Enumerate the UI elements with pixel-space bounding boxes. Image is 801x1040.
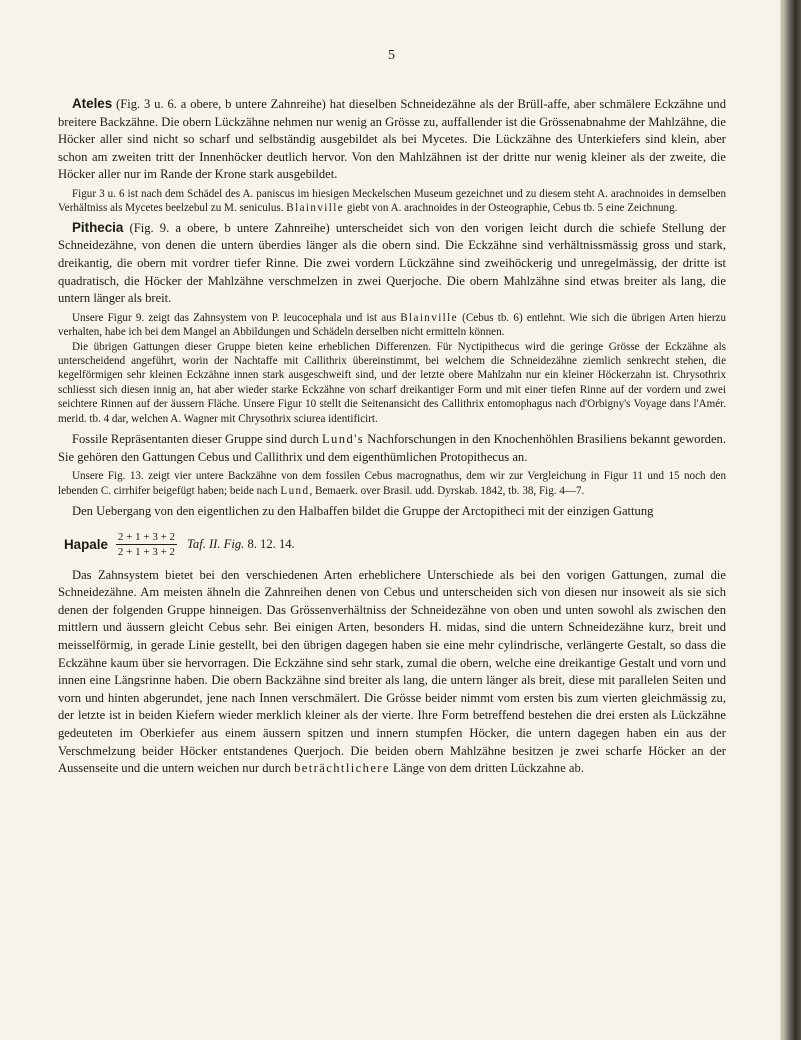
body-text (58, 95, 726, 778)
hapale-text-b: Länge von dem dritten Lückzahne ab. (389, 761, 584, 776)
ateles-text: (Fig. 3 u. 6. a obere, b untere Zahnreihe) hat dieselben Schneidezähne als der Brüll-affe, aber schmälere Eckzähne und breitere Backzähne. Die obern Lückzähne nehmen nur wenig an Grösse zu, auffallender ist die Grössenabnahme der Mahlzähne, die Höcker aller sind nicht so scharf und selbständig ausgebildet als bei Mycetes. Die Lückzähne des Unterkiefers sind klein, aber schon am zweiten tritt der Innenhöcker deutlich hervor. Von den Mahlzähnen ist der dritte nur wenig kleiner als der zweite, die Höcker aller nur im Rande der Krone stark ausgebildet. (58, 97, 726, 182)
author-blainville: Blainville (286, 202, 345, 215)
note-pithecia (58, 311, 726, 340)
note-pithecia-text-a: Unsere Figur 9. zeigt das Zahnsystem von P. leucocephala und ist aus (72, 311, 401, 324)
note-ateles-text-a: Figur 3 u. 6 ist nach dem Schädel des A. paniscus im hiesigen Meckelschen Museum gezeichnet und zu diesem steht A. arachnoides in demselben Verhältniss als Mycetes beelzebul zu M. seniculus. (58, 187, 726, 215)
author-blainville-2: Blainville (400, 311, 458, 324)
formula-denominator: 2 + 1 + 3 + 2 (117, 546, 176, 559)
paragraph-fossils (58, 431, 726, 466)
genus-heading-pithecia: Pithecia (72, 219, 124, 235)
hapale-emphasis: beträchtlichere (294, 761, 390, 776)
note-other-genera: Die übrigen Gattungen dieser Gruppe bieten keine erheblichen Differenzen. Für Nyctipithecus wird die geringe Grösse der Eckzähne als unterscheidend angeführt, worin der Nachtaffe mit Callithrix übereinstimmt, bei welchem die Schneidezähne ziemlich senkrecht stehen, die kegelförmigen sehr kleinen Eckzähne innen stark ausgeschweift sind, und der letzte obere Mahlzahn nur ein kleiner Höckerzahn ist. Chrysothrix schliesst sich diesen innig an, hat aber wieder starke Eckzähne von scharf dreikantiger Form und mit einer tiefen Rinne auf der vordern und zwei seichtere Rinnen auf der äussern Fläche. Unsere Figur 10 stellt die Seitenansicht des Callithrix entomophagus nach d'Orbigny's Voyage dans l'Amér. merid. tb. 4 dar, welchen A. Wagner mit Chrysothrix sciurea identificirt. (58, 340, 726, 425)
paragraph-arctopitheci: Den Uebergang von den eigentlichen zu den Halbaffen bildet die Gruppe der Arctopitheci mit der einzigen Gattung (72, 504, 654, 518)
formula-numerator: 2 + 1 + 3 + 2 (117, 531, 176, 544)
note-ateles (58, 187, 726, 216)
page-number: 5 (388, 48, 395, 63)
fossils-text-a: Fossile Repräsentanten dieser Gruppe sind durch (72, 432, 322, 446)
dental-formula-hapale (58, 525, 726, 565)
paragraph-ateles (58, 95, 726, 184)
paragraph-pithecia (58, 219, 726, 308)
note-fossil-figures (58, 469, 726, 498)
plate-reference (187, 537, 295, 552)
note-fossil-text-b: , Bemaerk. over Brasil. udd. Dyrskab. 1842, tb. 38, Fig. 4—7. (309, 484, 585, 497)
plate-reference-label: Taf. II. Fig. (187, 537, 245, 552)
genus-heading-ateles: Ateles (72, 96, 113, 111)
dental-formula-fraction (116, 531, 177, 558)
note-pithecia-text-b: (Cebus tb. 6) entlehnt. Wie sich die übrigen Arten hierzu verhalten, habe ich bei dem Mangel an Abbildungen und Schädeln derselben nicht ermitteln können. (58, 311, 726, 339)
hapale-text-a: Das Zahnsystem bietet bei den verschiedenen Arten erheblichere Unterschiede als bei den vorigen Gattungen, zumal die Schneidezähne. Am meisten ähneln die Zahnreihen denen von Cebus und unterscheiden sich von diesen nur insoweit als sie sich denen der folgenden Gruppe hinneigen. Das Grössenverhältniss der Schneidezähne von oben und unten sowohl als zwischen den mittlern und äussern gleicht Cebus sehr. Bei einigen Arten, besonders H. midas, sind die untern Schneidezähne kurz, breit und meisselförmig, in gerade Linie gestellt, bei den übrigen dagegen haben sie eine mehr cylindrische, verlängerte Gestalt, so dass die Eckzähne kaum über sie hervorragen. Die Eckzähne sind sehr stark, zumal die obern, welche eine dreikantige Gestalt und vorn und innen eine Längsrinne haben. Die obern Backzähne sind breiter als lang, die untern länger als breit, diese mit parallelen Seiten und vorn und hinten abgerundet, jene nach Innen verschmälert. Die Grösse beider nimmt vom ersten bis zum vierten gleichmässig zu, der letzte ist in beiden Kiefern wieder merklich kleiner als der vierte. Ihre Form betreffend bestehen die drei ersten als Lückzähne gedeuteten im Oberkiefer aus einem äussern spitzen und innern stumpfen Höcker, die untern dagegen haben ein aus der Verschmelzung beider Höcker entstandenes Querjoch. Die beiden obern Mahlzähne besitzen je zwei scharfe Höcker an der Aussenseite und die untern weichen nur durch (58, 567, 726, 776)
fossils-text-b: Nachforschungen in den Knochenhöhlen Brasiliens bekannt geworden. Sie gehören den Gattungen Cebus und Callithrix und dem eigenthümlichen Protopithecus an. (58, 432, 726, 464)
paragraph-hapale (58, 567, 726, 778)
author-lund-2: Lund (280, 484, 310, 497)
book-spine (783, 0, 801, 1040)
plate-reference-figs: 8. 12. 14. (244, 537, 295, 552)
pithecia-text: (Fig. 9. a obere, b untere Zahnreihe) unterscheidet sich von den vorigen leicht durch die schiefe Stellung der Schneidezähne, von denen die untern überdies länger als die obern sind. Die Eckzähne sind verhältnissmässig gross und stark, dreikantig, die obern mit vordrer tiefer Rinne. Die zwei vordern Lückzähne sind zweihöckerig und unregelmässig, der dritte ist quadratisch, die Höcker der Mahlzähne verschmelzen in zwei Querjoche. Die obern Mahlzähne sind etwas breiter als lang, die untern länger als breit. (58, 220, 726, 306)
author-lund: Lund's (321, 432, 365, 446)
note-ateles-text-b: giebt von A. arachnoides in der Osteographie, Cebus tb. 5 eine Zeichnung. (344, 202, 678, 215)
note-fossil-text-a: Unsere Fig. 13. zeigt vier untere Backzähne von dem fossilen Cebus macrognathus, dem wir zur Vergleichung in Figur 11 und 15 noch den lebenden C. cirrhifer beigefügt haben; beide nach (58, 470, 726, 497)
genus-heading-hapale: Hapale (64, 537, 108, 553)
